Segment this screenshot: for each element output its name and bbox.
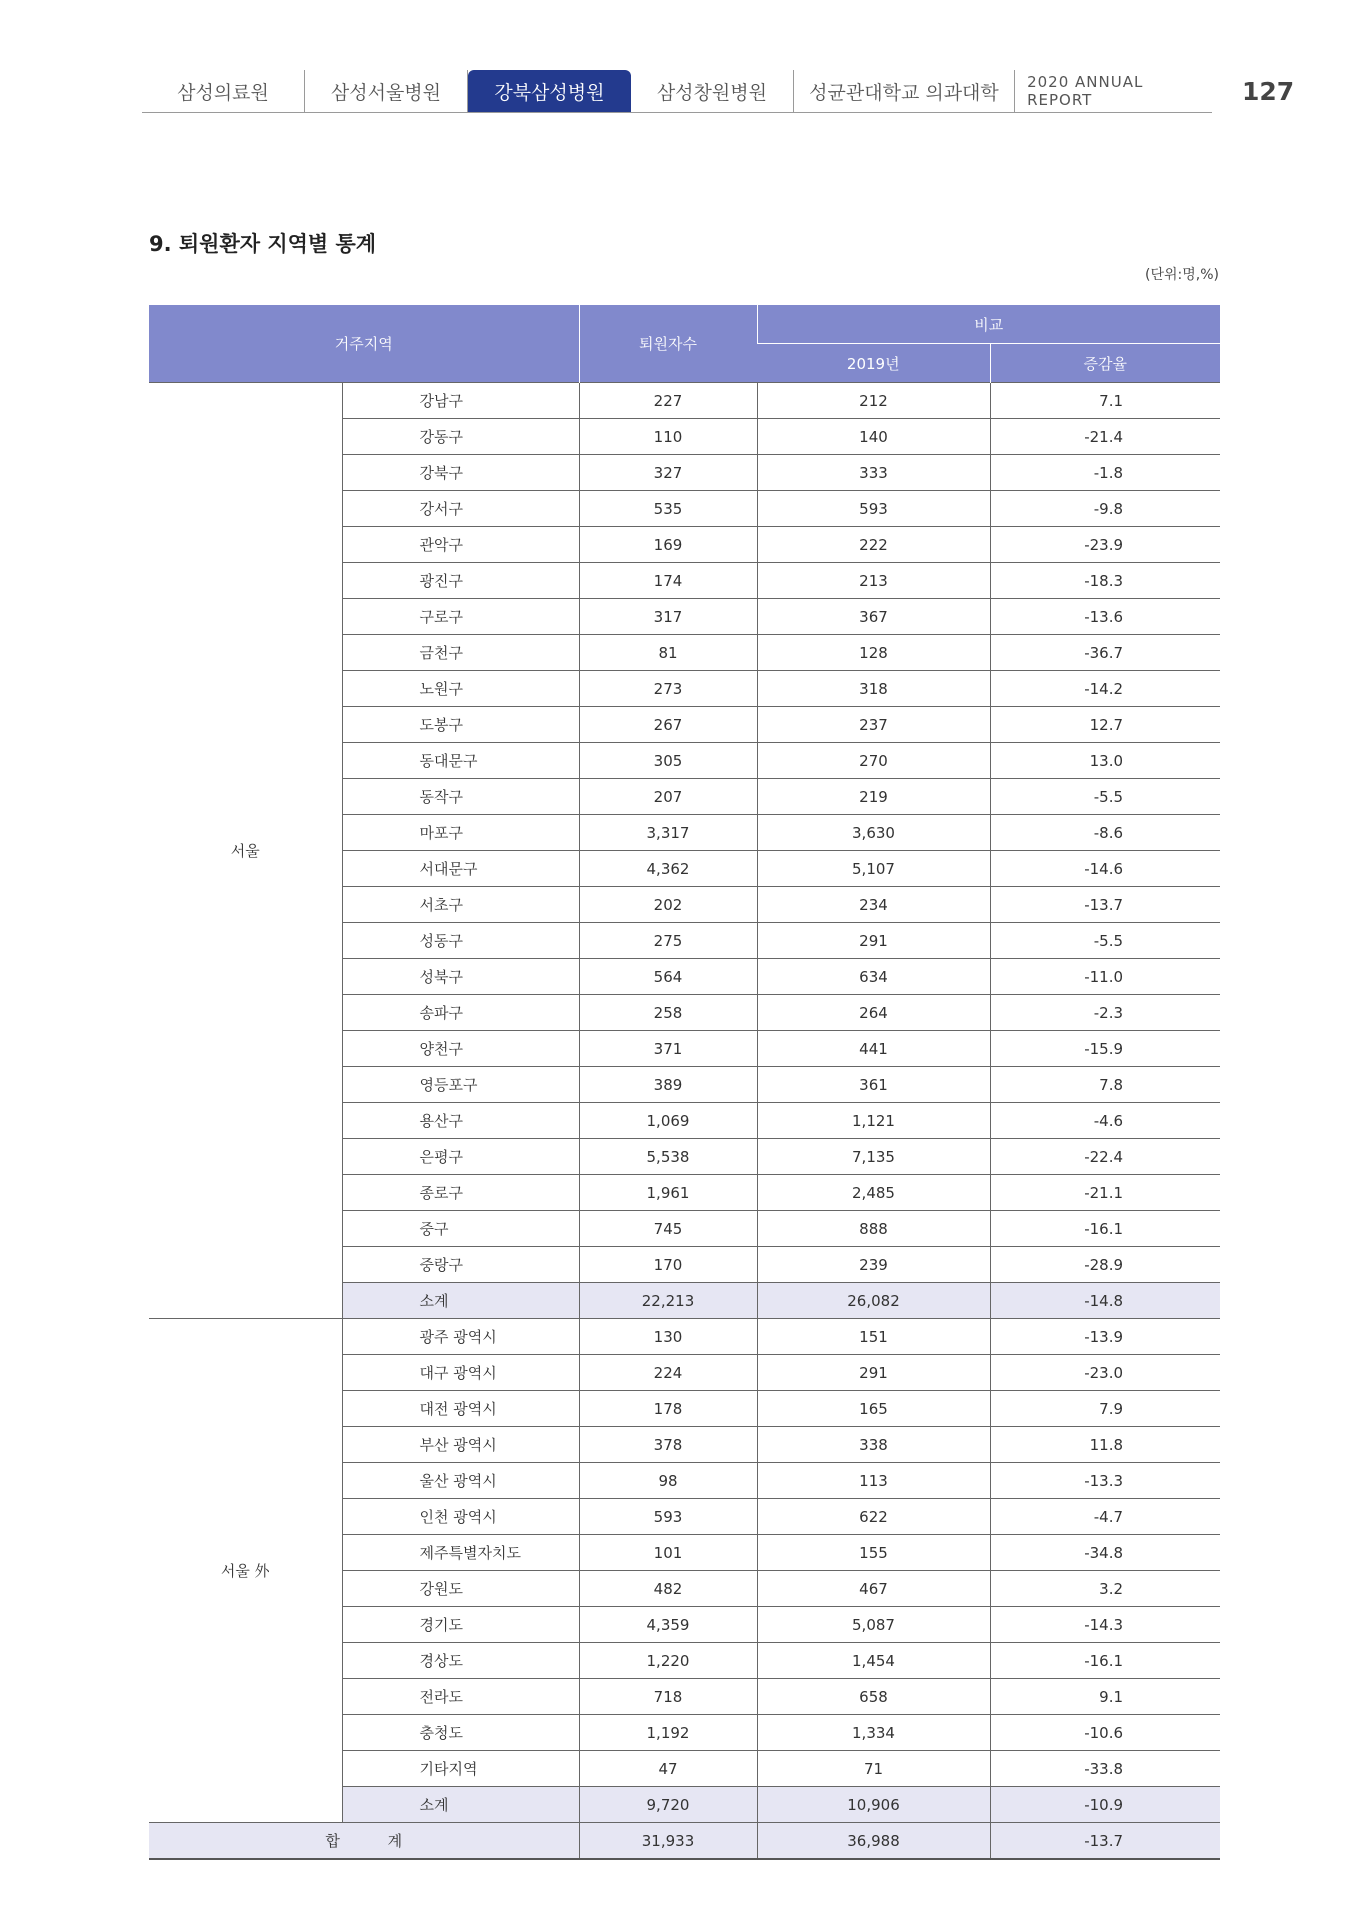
discharge-count-cell: 224	[579, 1355, 757, 1391]
district-name-cell: 용산구	[342, 1103, 579, 1139]
prev-year-cell: 219	[757, 779, 990, 815]
change-rate-cell: -16.1	[990, 1643, 1220, 1679]
change-rate-cell: -4.7	[990, 1499, 1220, 1535]
total-label: 합 계	[325, 1832, 403, 1850]
change-rate-cell: -21.1	[990, 1175, 1220, 1211]
change-rate-cell: -22.4	[990, 1139, 1220, 1175]
change-rate-cell: -36.7	[990, 635, 1220, 671]
prev-year-cell: 264	[757, 995, 990, 1031]
region-group-cell: 서울	[149, 383, 342, 1319]
table-body	[149, 383, 1220, 1860]
total-row	[149, 1823, 1220, 1860]
prev-year-cell: 3,630	[757, 815, 990, 851]
discharge-count-cell: 327	[579, 455, 757, 491]
prev-year-cell: 593	[757, 491, 990, 527]
prev-year-cell: 1,334	[757, 1715, 990, 1751]
district-name-cell: 도봉구	[342, 707, 579, 743]
discharge-count-cell: 718	[579, 1679, 757, 1715]
change-rate-cell: -15.9	[990, 1031, 1220, 1067]
district-name-cell: 구로구	[342, 599, 579, 635]
nav-tab-samsung-seoul-hospital[interactable]: 삼성서울병원	[305, 70, 468, 112]
district-name-cell: 중랑구	[342, 1247, 579, 1283]
prev-year-cell: 658	[757, 1679, 990, 1715]
change-rate-cell: 7.8	[990, 1067, 1220, 1103]
discharge-count-cell: 273	[579, 671, 757, 707]
district-name-cell: 서초구	[342, 887, 579, 923]
district-name-cell: 제주특별자치도	[342, 1535, 579, 1571]
change-rate-cell: -23.9	[990, 527, 1220, 563]
prev-year-cell: 338	[757, 1427, 990, 1463]
discharge-count-cell: 1,220	[579, 1643, 757, 1679]
district-name-cell: 동대문구	[342, 743, 579, 779]
discharge-count-cell: 275	[579, 923, 757, 959]
discharge-count-cell: 207	[579, 779, 757, 815]
discharge-count-cell: 1,069	[579, 1103, 757, 1139]
prev-year-cell: 26,082	[757, 1283, 990, 1319]
district-name-cell: 은평구	[342, 1139, 579, 1175]
prev-year-cell: 888	[757, 1211, 990, 1247]
discharge-count-cell: 389	[579, 1067, 757, 1103]
change-rate-cell: -5.5	[990, 923, 1220, 959]
district-name-cell: 강남구	[342, 383, 579, 419]
discharge-count-cell: 564	[579, 959, 757, 995]
district-name-cell: 종로구	[342, 1175, 579, 1211]
prev-year-cell: 128	[757, 635, 990, 671]
change-rate-cell: -13.6	[990, 599, 1220, 635]
change-rate-cell: -10.6	[990, 1715, 1220, 1751]
prev-year-cell: 5,107	[757, 851, 990, 887]
change-rate-cell: -2.3	[990, 995, 1220, 1031]
discharge-count-cell: 3,317	[579, 815, 757, 851]
change-rate-cell: -10.9	[990, 1787, 1220, 1823]
total-rate-cell: -13.7	[990, 1823, 1220, 1860]
district-name-cell: 강원도	[342, 1571, 579, 1607]
discharge-count-cell: 130	[579, 1319, 757, 1355]
discharge-count-cell: 178	[579, 1391, 757, 1427]
discharge-region-table	[149, 305, 1220, 1860]
discharge-count-cell: 170	[579, 1247, 757, 1283]
prev-year-cell: 270	[757, 743, 990, 779]
discharge-count-cell: 267	[579, 707, 757, 743]
top-nav	[142, 70, 1212, 113]
change-rate-cell: -23.0	[990, 1355, 1220, 1391]
prev-year-cell: 151	[757, 1319, 990, 1355]
district-name-cell: 경상도	[342, 1643, 579, 1679]
discharge-count-cell: 5,538	[579, 1139, 757, 1175]
prev-year-cell: 234	[757, 887, 990, 923]
prev-year-cell: 213	[757, 563, 990, 599]
change-rate-cell: -9.8	[990, 491, 1220, 527]
change-rate-cell: -13.9	[990, 1319, 1220, 1355]
change-rate-cell: 12.7	[990, 707, 1220, 743]
discharge-count-cell: 378	[579, 1427, 757, 1463]
prev-year-cell: 165	[757, 1391, 990, 1427]
prev-year-cell: 634	[757, 959, 990, 995]
district-name-cell: 울산 광역시	[342, 1463, 579, 1499]
discharge-count-cell: 81	[579, 635, 757, 671]
discharge-count-cell: 174	[579, 563, 757, 599]
unit-label: (단위:명,%)	[1145, 267, 1219, 283]
district-name-cell: 중구	[342, 1211, 579, 1247]
prev-year-cell: 291	[757, 1355, 990, 1391]
prev-year-cell: 622	[757, 1499, 990, 1535]
change-rate-cell: -33.8	[990, 1751, 1220, 1787]
change-rate-cell: -21.4	[990, 419, 1220, 455]
prev-year-cell: 222	[757, 527, 990, 563]
district-name-cell: 광주 광역시	[342, 1319, 579, 1355]
change-rate-cell: 11.8	[990, 1427, 1220, 1463]
nav-tab-kangbuk-samsung-hospital[interactable]: 강북삼성병원	[468, 70, 631, 112]
prev-year-cell: 441	[757, 1031, 990, 1067]
prev-year-cell: 291	[757, 923, 990, 959]
discharge-count-cell: 4,362	[579, 851, 757, 887]
district-name-cell: 경기도	[342, 1607, 579, 1643]
prev-year-cell: 318	[757, 671, 990, 707]
discharge-count-cell: 258	[579, 995, 757, 1031]
prev-year-cell: 10,906	[757, 1787, 990, 1823]
nav-tab-samsung-medical-center[interactable]: 삼성의료원	[142, 70, 305, 112]
prev-year-cell: 7,135	[757, 1139, 990, 1175]
change-rate-cell: -14.3	[990, 1607, 1220, 1643]
discharge-count-cell: 482	[579, 1571, 757, 1607]
discharge-count-cell: 169	[579, 527, 757, 563]
district-name-cell: 전라도	[342, 1679, 579, 1715]
nav-tab-samsung-changwon-hospital[interactable]: 삼성창원병원	[631, 70, 794, 112]
district-name-cell: 성북구	[342, 959, 579, 995]
nav-tab-skku-medicine[interactable]: 성균관대학교 의과대학	[794, 70, 1015, 112]
discharge-count-cell: 305	[579, 743, 757, 779]
prev-year-cell: 212	[757, 383, 990, 419]
discharge-count-cell: 1,961	[579, 1175, 757, 1211]
change-rate-cell: 7.1	[990, 383, 1220, 419]
change-rate-cell: -5.5	[990, 779, 1220, 815]
change-rate-cell: -34.8	[990, 1535, 1220, 1571]
district-name-cell: 영등포구	[342, 1067, 579, 1103]
header-rate: 증감율	[990, 344, 1220, 383]
discharge-count-cell: 9,720	[579, 1787, 757, 1823]
change-rate-cell: 9.1	[990, 1679, 1220, 1715]
header-year: 2019년	[757, 344, 990, 383]
change-rate-cell: -13.3	[990, 1463, 1220, 1499]
header-compare: 비교	[757, 305, 1220, 344]
district-name-cell: 광진구	[342, 563, 579, 599]
discharge-count-cell: 317	[579, 599, 757, 635]
district-name-cell: 기타지역	[342, 1751, 579, 1787]
table-row	[149, 1319, 1220, 1355]
change-rate-cell: -14.2	[990, 671, 1220, 707]
discharge-count-cell: 227	[579, 383, 757, 419]
discharge-count-cell: 101	[579, 1535, 757, 1571]
district-name-cell: 양천구	[342, 1031, 579, 1067]
change-rate-cell: -4.6	[990, 1103, 1220, 1139]
change-rate-cell: -11.0	[990, 959, 1220, 995]
district-name-cell: 충청도	[342, 1715, 579, 1751]
change-rate-cell: -1.8	[990, 455, 1220, 491]
total-count-cell: 31,933	[579, 1823, 757, 1860]
district-name-cell: 관악구	[342, 527, 579, 563]
change-rate-cell: 7.9	[990, 1391, 1220, 1427]
district-name-cell: 강북구	[342, 455, 579, 491]
header-count: 퇴원자수	[579, 305, 757, 383]
discharge-count-cell: 47	[579, 1751, 757, 1787]
district-name-cell: 성동구	[342, 923, 579, 959]
prev-year-cell: 333	[757, 455, 990, 491]
district-name-cell: 대전 광역시	[342, 1391, 579, 1427]
prev-year-cell: 1,121	[757, 1103, 990, 1139]
prev-year-cell: 237	[757, 707, 990, 743]
change-rate-cell: -28.9	[990, 1247, 1220, 1283]
discharge-count-cell: 202	[579, 887, 757, 923]
total-prev-year-cell: 36,988	[757, 1823, 990, 1860]
header-region: 거주지역	[149, 305, 579, 383]
district-name-cell: 대구 광역시	[342, 1355, 579, 1391]
prev-year-cell: 367	[757, 599, 990, 635]
district-name-cell: 인천 광역시	[342, 1499, 579, 1535]
page-number: 127	[1242, 76, 1295, 106]
district-name-cell: 부산 광역시	[342, 1427, 579, 1463]
prev-year-cell: 140	[757, 419, 990, 455]
prev-year-cell: 361	[757, 1067, 990, 1103]
district-name-cell: 서대문구	[342, 851, 579, 887]
prev-year-cell: 71	[757, 1751, 990, 1787]
district-name-cell: 소계	[342, 1283, 579, 1319]
district-name-cell: 금천구	[342, 635, 579, 671]
discharge-count-cell: 535	[579, 491, 757, 527]
change-rate-cell: -14.8	[990, 1283, 1220, 1319]
district-name-cell: 노원구	[342, 671, 579, 707]
district-name-cell: 마포구	[342, 815, 579, 851]
change-rate-cell: -8.6	[990, 815, 1220, 851]
change-rate-cell: 13.0	[990, 743, 1220, 779]
district-name-cell: 동작구	[342, 779, 579, 815]
change-rate-cell: -14.6	[990, 851, 1220, 887]
discharge-count-cell: 22,213	[579, 1283, 757, 1319]
section-title: 9. 퇴원환자 지역별 통계	[149, 232, 377, 256]
discharge-count-cell: 110	[579, 419, 757, 455]
discharge-count-cell: 745	[579, 1211, 757, 1247]
prev-year-cell: 239	[757, 1247, 990, 1283]
change-rate-cell: -13.7	[990, 887, 1220, 923]
prev-year-cell: 2,485	[757, 1175, 990, 1211]
prev-year-cell: 1,454	[757, 1643, 990, 1679]
district-name-cell: 송파구	[342, 995, 579, 1031]
change-rate-cell: 3.2	[990, 1571, 1220, 1607]
district-name-cell: 강동구	[342, 419, 579, 455]
discharge-count-cell: 371	[579, 1031, 757, 1067]
prev-year-cell: 5,087	[757, 1607, 990, 1643]
table-row	[149, 383, 1220, 419]
report-label: 2020 ANNUAL REPORT	[1027, 73, 1144, 109]
discharge-count-cell: 4,359	[579, 1607, 757, 1643]
discharge-count-cell: 593	[579, 1499, 757, 1535]
district-name-cell: 강서구	[342, 491, 579, 527]
prev-year-cell: 155	[757, 1535, 990, 1571]
change-rate-cell: -16.1	[990, 1211, 1220, 1247]
total-label-cell	[149, 1823, 579, 1860]
change-rate-cell: -18.3	[990, 563, 1220, 599]
discharge-count-cell: 1,192	[579, 1715, 757, 1751]
district-name-cell: 소계	[342, 1787, 579, 1823]
prev-year-cell: 113	[757, 1463, 990, 1499]
discharge-count-cell: 98	[579, 1463, 757, 1499]
region-group-cell: 서울 外	[149, 1319, 342, 1823]
prev-year-cell: 467	[757, 1571, 990, 1607]
